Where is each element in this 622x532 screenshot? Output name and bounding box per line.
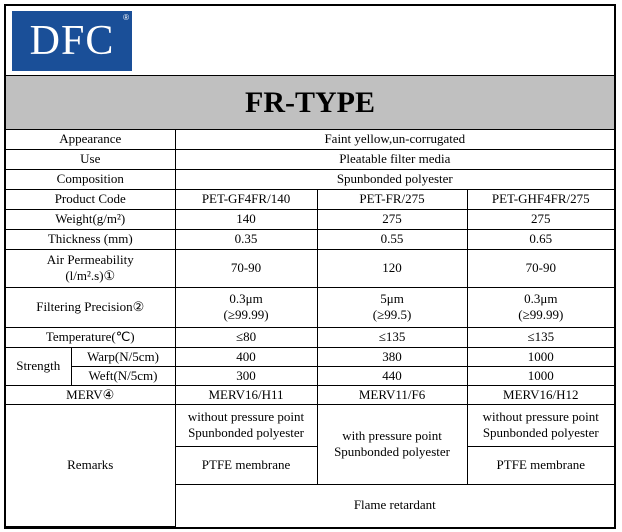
filtering-precision-2 <box>317 287 467 327</box>
row-label-warp: Warp(N/5cm) <box>71 347 175 366</box>
table-row <box>6 366 614 385</box>
thickness-2: 0.55 <box>317 229 467 249</box>
row-label-weft: Weft(N/5cm) <box>71 366 175 385</box>
registered-mark-icon: ® <box>123 13 129 22</box>
title-banner <box>6 76 614 130</box>
row-label-strength: Strength <box>6 347 71 385</box>
product-code-2: PET-FR/275 <box>317 189 467 209</box>
air-permeability-label: Air Permeability <box>46 252 134 267</box>
weft-1: 300 <box>175 366 317 385</box>
weft-3: 1000 <box>467 366 614 385</box>
precision-size: 0.3μm <box>524 291 558 306</box>
warp-1: 400 <box>175 347 317 366</box>
row-label-weight: Weight(g/m²) <box>6 209 175 229</box>
table-row <box>6 287 614 327</box>
table-row <box>6 404 614 446</box>
remarks-line: Spunbonded polyester <box>482 425 599 440</box>
table-row <box>6 149 614 169</box>
table-row <box>6 130 614 149</box>
filtering-precision-3 <box>467 287 614 327</box>
precision-size: 0.3μm <box>229 291 263 306</box>
header-logo-row <box>6 6 614 76</box>
remarks-line: with pressure point <box>342 428 442 443</box>
use-value: Pleatable filter media <box>175 149 614 169</box>
remarks-line: Spunbonded polyester <box>188 425 304 440</box>
table-row <box>6 347 614 366</box>
composition-value: Spunbonded polyester <box>175 169 614 189</box>
weight-1: 140 <box>175 209 317 229</box>
thickness-3: 0.65 <box>467 229 614 249</box>
product-code-1: PET-GF4FR/140 <box>175 189 317 209</box>
remarks-line: without pressure point <box>187 409 305 424</box>
remarks-line: Spunbonded polyester <box>334 444 450 459</box>
table-row <box>6 169 614 189</box>
remarks-2-base <box>317 404 467 484</box>
remarks-1-membrane: PTFE membrane <box>175 446 317 484</box>
row-label-merv: MERV④ <box>6 385 175 404</box>
row-label-filtering-precision: Filtering Precision② <box>6 287 175 327</box>
merv-3: MERV16/H12 <box>467 385 614 404</box>
precision-efficiency: (≥99.99) <box>518 307 564 322</box>
product-code-3: PET-GHF4FR/275 <box>467 189 614 209</box>
table-row <box>6 229 614 249</box>
table-row <box>6 189 614 209</box>
thickness-1: 0.35 <box>175 229 317 249</box>
row-label-product-code: Product Code <box>6 189 175 209</box>
row-label-composition: Composition <box>6 169 175 189</box>
remarks-1-base <box>175 404 317 446</box>
table-row <box>6 209 614 229</box>
temperature-3: ≤135 <box>467 327 614 347</box>
remarks-3-membrane: PTFE membrane <box>467 446 614 484</box>
spec-table <box>6 130 614 527</box>
row-label-air-permeability <box>6 249 175 287</box>
temperature-1: ≤80 <box>175 327 317 347</box>
table-row <box>6 327 614 347</box>
row-label-appearance: Appearance <box>6 130 175 149</box>
air-permeability-1: 70-90 <box>175 249 317 287</box>
air-permeability-2: 120 <box>317 249 467 287</box>
remarks-3-base <box>467 404 614 446</box>
row-label-temperature: Temperature(℃) <box>6 327 175 347</box>
row-label-thickness: Thickness (mm) <box>6 229 175 249</box>
logo-text: DFC <box>29 18 115 64</box>
row-label-use: Use <box>6 149 175 169</box>
row-label-remarks: Remarks <box>6 404 175 526</box>
warp-2: 380 <box>317 347 467 366</box>
spec-sheet <box>4 4 616 529</box>
air-permeability-3: 70-90 <box>467 249 614 287</box>
warp-3: 1000 <box>467 347 614 366</box>
weft-2: 440 <box>317 366 467 385</box>
remarks-line: without pressure point <box>482 409 599 424</box>
precision-efficiency: (≥99.99) <box>223 307 269 322</box>
precision-size: 5μm <box>380 291 404 306</box>
air-permeability-unit: (l/m².s)① <box>65 268 116 283</box>
weight-2: 275 <box>317 209 467 229</box>
dfc-logo <box>12 11 132 71</box>
remarks-common: Flame retardant <box>175 484 614 526</box>
merv-1: MERV16/H11 <box>175 385 317 404</box>
table-row <box>6 249 614 287</box>
table-row <box>6 385 614 404</box>
weight-3: 275 <box>467 209 614 229</box>
temperature-2: ≤135 <box>317 327 467 347</box>
appearance-value: Faint yellow,un-corrugated <box>175 130 614 149</box>
page-title: FR-TYPE <box>245 86 375 119</box>
precision-efficiency: (≥99.5) <box>372 307 412 322</box>
filtering-precision-1 <box>175 287 317 327</box>
merv-2: MERV11/F6 <box>317 385 467 404</box>
